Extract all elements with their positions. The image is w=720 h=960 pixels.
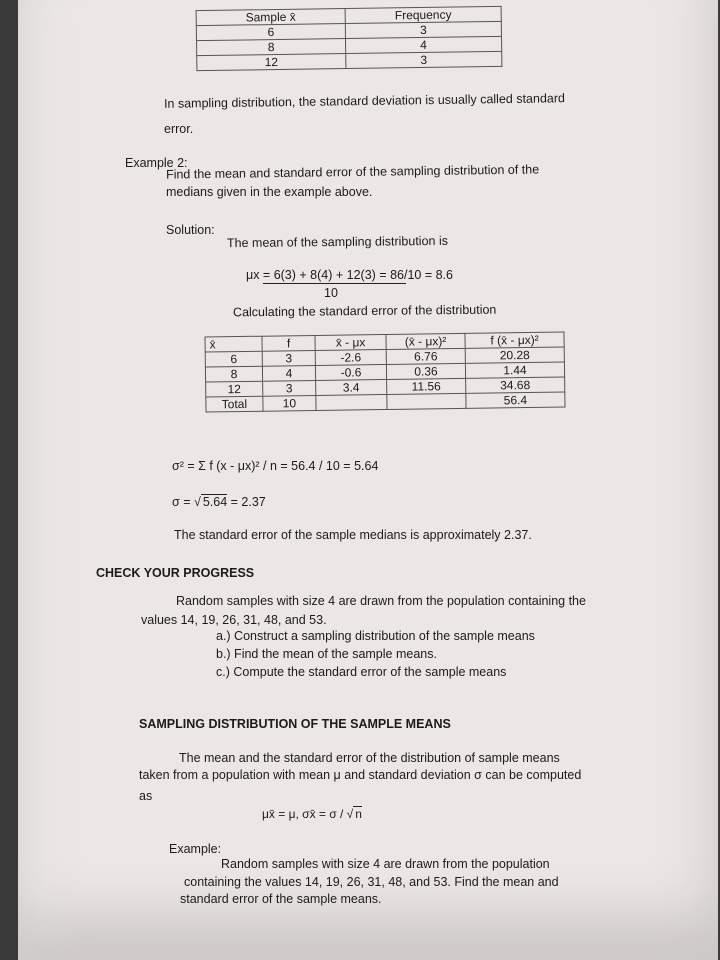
- formula-radicand: n: [355, 807, 362, 821]
- table-cell: 3: [345, 21, 501, 38]
- mean-text: The mean of the sampling distribution is: [226, 233, 449, 251]
- table-cell: 8: [197, 39, 346, 56]
- sampling-means-line3: as: [139, 789, 153, 803]
- check-progress-item-a: a.) Construct a sampling distribution of the sample means: [216, 629, 535, 643]
- sampling-means-heading: SAMPLING DISTRIBUTION OF THE SAMPLE MEANS: [139, 717, 451, 731]
- table-cell: 6.76: [386, 348, 465, 364]
- formula-prefix: μx̄ = μ, σx̄ = σ / √: [262, 807, 354, 821]
- table-header: Sample x̄: [196, 9, 345, 26]
- check-progress-heading: CHECK YOUR PROGRESS: [96, 566, 255, 580]
- table-header: x̄ - μx: [315, 334, 386, 350]
- calculation-table: [204, 331, 565, 412]
- sampling-means-line2: taken from a population with mean μ and standard deviation σ can be computed: [139, 768, 582, 782]
- check-progress-line2: values 14, 19, 26, 31, 48, and 53.: [141, 613, 327, 627]
- sigma-formula: [172, 494, 266, 510]
- table-cell: 4: [262, 365, 315, 381]
- table-cell: 1.44: [465, 362, 564, 378]
- table-cell: 3: [263, 380, 316, 396]
- table-cell: 0.36: [386, 363, 465, 379]
- example-title: Example:: [169, 842, 222, 856]
- conclusion-text: The standard error of the sample medians is approximately 2.37.: [174, 528, 532, 542]
- sigma-radicand: 5.64: [202, 495, 228, 509]
- sigma-suffix: = 2.37: [227, 495, 266, 509]
- example-line2: containing the values 14, 19, 26, 31, 48, and 53. Find the mean and: [184, 875, 559, 889]
- check-progress-line1: Random samples with size 4 are drawn from the population containing the: [176, 594, 586, 608]
- table-cell: 3: [346, 51, 502, 68]
- sampling-means-formula: [262, 806, 362, 822]
- example2-line2: medians given in the example above.: [166, 185, 373, 199]
- example-line1: Random samples with size 4 are drawn from the population: [221, 857, 550, 871]
- std-error-note-line1: In sampling distribution, the standard deviation is usually called standard: [163, 91, 566, 111]
- table-cell: 34.68: [466, 377, 565, 393]
- table-cell: 3.4: [316, 379, 387, 395]
- example2-title: Example 2:: [125, 156, 188, 170]
- sampling-means-line1: The mean and the standard error of the distribution of sample means: [179, 751, 560, 765]
- table-cell: 12: [206, 381, 263, 397]
- example2-line1: Find the mean and standard error of the sampling distribution of the: [165, 162, 540, 182]
- table-cell: [316, 394, 387, 410]
- table-cell: [387, 393, 466, 409]
- table-header: f: [262, 335, 315, 351]
- check-progress-item-c: c.) Compute the standard error of the sample means: [216, 665, 507, 679]
- calc-text: Calculating the standard error of the distribution: [232, 302, 497, 320]
- table-cell: Total: [206, 396, 263, 412]
- document-page: [18, 0, 718, 960]
- table-cell: -0.6: [315, 364, 386, 380]
- std-error-note-line2: error.: [164, 122, 194, 136]
- check-progress-item-b: b.) Find the mean of the sample means.: [216, 647, 437, 661]
- table-cell: 11.56: [387, 378, 466, 394]
- mean-formula-denominator: 10: [324, 286, 338, 300]
- table-cell: 56.4: [466, 392, 565, 408]
- table-row: [197, 51, 502, 70]
- example-line3: standard error of the sample means.: [180, 892, 382, 906]
- mean-formula-numerator: μx = 6(3) + 8(4) + 12(3) = 86/10 = 8.6: [246, 268, 453, 282]
- table-cell: 6: [196, 24, 345, 41]
- fraction-bar: [263, 283, 406, 284]
- table-cell: 4: [346, 36, 502, 53]
- table-header: Frequency: [345, 6, 501, 23]
- table-cell: 10: [263, 395, 316, 411]
- frequency-table: [196, 6, 503, 71]
- solution-label: Solution:: [166, 223, 215, 237]
- variance-formula: σ² = Σ f (x - μx)² / n = 56.4 / 10 = 5.64: [172, 459, 379, 473]
- table-cell: 12: [197, 54, 346, 71]
- table-cell: 8: [205, 366, 262, 382]
- table-header: x̄: [205, 336, 262, 352]
- table-cell: -2.6: [315, 349, 386, 365]
- table-cell: 3: [262, 350, 315, 366]
- sigma-prefix: σ = √: [172, 495, 201, 509]
- table-header: (x̄ - μx)²: [386, 333, 465, 349]
- table-cell: 20.28: [465, 347, 564, 363]
- table-cell: 6: [205, 351, 262, 367]
- table-header: f (x̄ - μx)²: [465, 332, 564, 348]
